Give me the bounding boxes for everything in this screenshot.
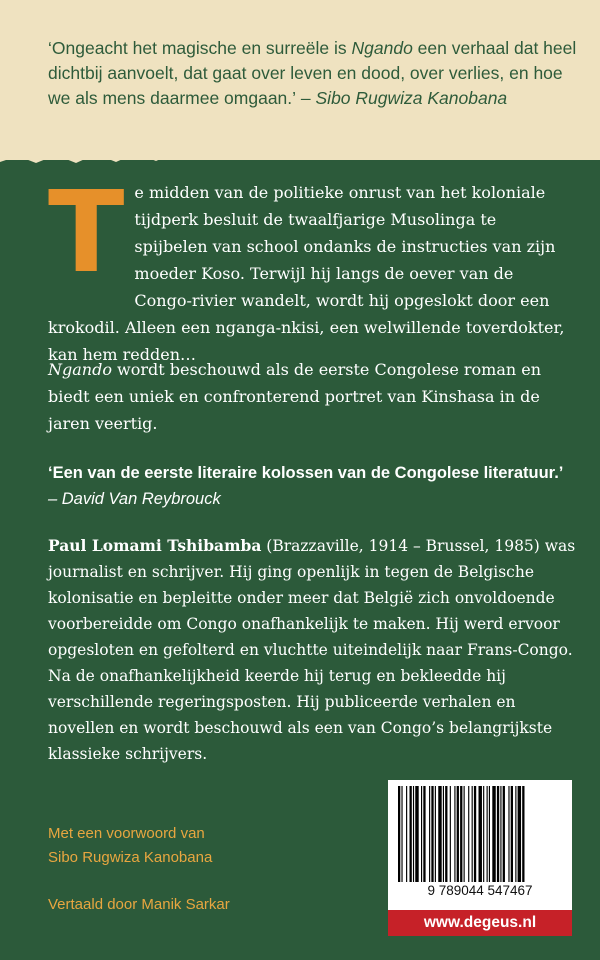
quote-attribution: – Sibo Rugwiza Kanobana [296, 88, 508, 108]
barcode-bar [435, 786, 436, 882]
barcode-bar [413, 786, 414, 882]
review-quote-top [48, 36, 588, 111]
barcode-bar [429, 786, 430, 882]
foreword-line-1: Met een voorwoord van [48, 825, 205, 842]
quote-text-continued: een verhaal dat heel dichtbij aanvoelt, dat gaat over leven en dood, over verlies, en hoe we als mens daarmee omgaan.’ [48, 38, 577, 108]
barcode-bar [431, 786, 433, 882]
barcode-bar [406, 786, 407, 882]
barcode-bar [468, 786, 469, 882]
drop-cap: T [48, 168, 125, 298]
intro-text: e midden van de politieke onrust van het koloniale tijdperk besluit de twaalfjarige Musolinga te spijbelen van school ondanks de instructies van zijn moeder Koso. Terwijl hij langs de oever van de Congo-rivier wandelt, wordt hij opgeslokt door een krokodil. Alleen een nganga-nkisi, een welwillende toverdokter, kan hem redden… [48, 183, 565, 364]
barcode-bar [503, 786, 505, 882]
barcode-bar [497, 786, 499, 882]
barcode-bar [508, 786, 509, 882]
barcode-bar [460, 786, 462, 882]
translator-credit: Vertaald door Manik Sarkar [48, 896, 230, 913]
barcode-bar [464, 786, 465, 882]
barcode [396, 786, 564, 882]
barcode-panel [388, 780, 572, 910]
book-title: Ngando [351, 38, 413, 58]
book-title-italic: Ngando [48, 360, 112, 379]
barcode-bar [423, 786, 425, 882]
author-name: Paul Lomami Tshibamba [48, 536, 262, 555]
barcode-bar [445, 786, 447, 882]
isbn-number: 9 789044 547467 [427, 883, 533, 898]
description-paragraph [48, 356, 568, 437]
description-text: wordt beschouwd als de eerste Congolese roman en biedt een uniek en confronterend portret van Kinshasa in de jaren veertig. [48, 360, 542, 433]
barcode-bar [472, 786, 473, 882]
torn-edge-decoration [0, 130, 600, 164]
author-bio-text: (Brazzaville, 1914 – Brussel, 1985) was journalist en schrijver. Hij ging openlijk in tegen de Belgische kolonisatie en bepleitte onder meer dat België zich onvoldoende voorbereidde om Congo onafhankelijk te maken. Hij werd ervoor opgesloten en gefolterd en vluchtte uiteindelijk naar Frans-Congo. Na de onafhankelijkheid keerde hij terug en bekleedde hij verschillende regeringsposten. Hij publiceerde verhalen en novellen en wordt beschouwd als een van Congo’s belangrijkste klassieke schrijvers. [48, 537, 576, 763]
barcode-bar [511, 786, 513, 882]
barcode-bar [492, 786, 495, 882]
barcode-bar [415, 786, 418, 882]
foreword-credit [48, 822, 308, 870]
barcode-bar [518, 786, 521, 882]
barcode-bar [454, 786, 455, 882]
foreword-line-2: Sibo Rugwiza Kanobana [48, 849, 213, 866]
barcode-bar [474, 786, 476, 882]
quote-text-bold: ‘Een van de eerste literaire kolossen van de Congolese literatuur.’ [48, 464, 564, 482]
intro-paragraph [48, 168, 568, 368]
barcode-bar [457, 786, 459, 882]
barcode-bar [401, 786, 402, 882]
quote-text: ‘Ongeacht het magische en surreële is [48, 38, 352, 58]
barcode-bar [443, 786, 444, 882]
barcode-bar [489, 786, 490, 882]
barcode-bar [483, 786, 484, 882]
review-quote-middle [48, 460, 568, 512]
barcode-bar [410, 786, 412, 882]
quote-attribution: – David Van Reybrouck [48, 490, 221, 508]
barcode-bar [450, 786, 451, 882]
publisher-website[interactable]: www.degeus.nl [388, 910, 572, 936]
barcode-bar [479, 786, 482, 882]
barcode-bar [421, 786, 422, 882]
barcode-bar [398, 786, 400, 882]
barcode-bar [522, 786, 524, 882]
barcode-bar [438, 786, 441, 882]
barcode-bar [500, 786, 501, 882]
barcode-bar [487, 786, 488, 882]
author-bio [48, 533, 578, 767]
barcode-bar [515, 786, 516, 882]
